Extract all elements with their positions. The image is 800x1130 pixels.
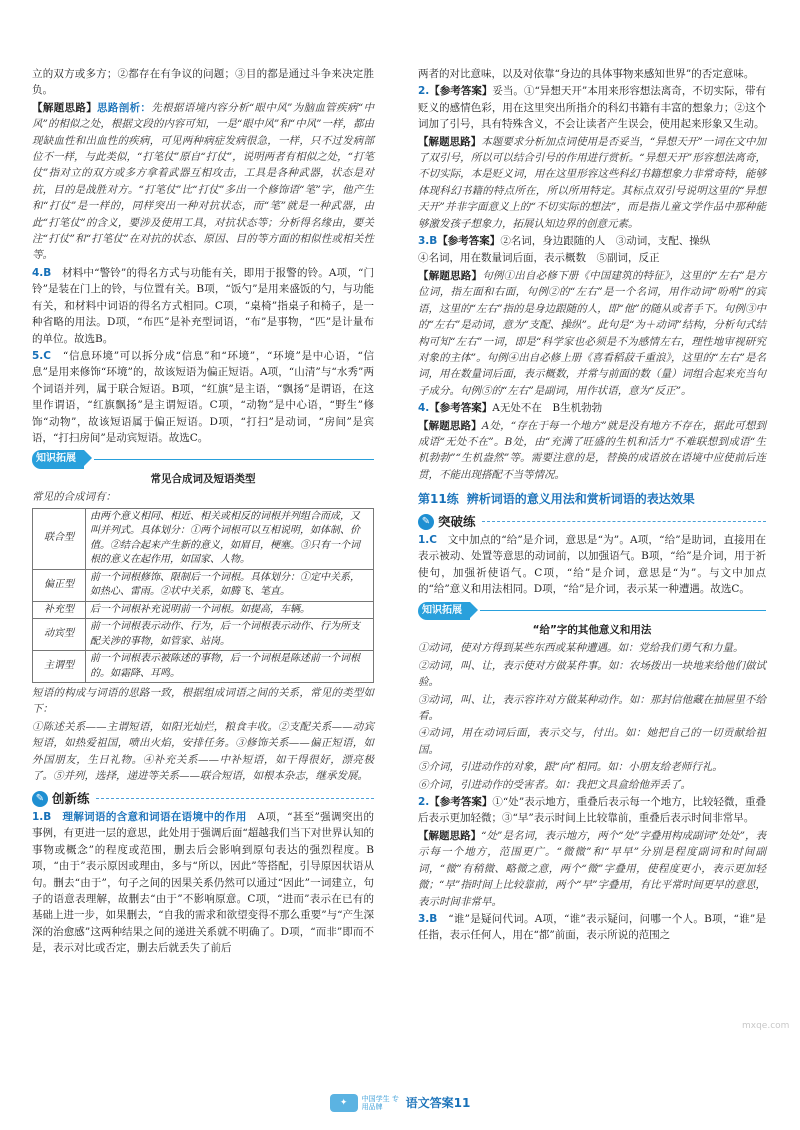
paragraph [32,100,374,264]
analysis-text: A处，“存在于每一个地方”就是没有地方不存在，据此可想到成语“无处不在”。B处，由“充满了旺盛的生机和活力”不难联想到成语“生机勃勃”“生机盎然”等。需要注意的是，替换的成语放在语境中应使前后连贯，不能出现搭配不当等情况。 [418,419,766,481]
watermark: mxqe.com [742,1021,790,1031]
right-column [418,66,766,945]
table-row [33,619,374,651]
table-row [33,569,374,601]
section-title: 突破练 [438,513,476,529]
box-text: ①陈述关系——主谓短语，如阳光灿烂，粮食丰收。②支配关系——动宾短语，如热爱祖国，喷出火焰，安排任务。③修饰关系——偏正短语，如外国朋友，生日礼物。④补充关系——中补短语，如干得很好，漂亮极了。⑤并列，选择，递进等关系——联合短语，如根本杂志，继承发展。 [32,720,374,783]
answer-text: 妥当。①“异想天开”本用来形容想法离奇，不切实际，带有贬义的感情色彩，用在这里突出所指介的科幻书籍有丰富的想象力；②这个词加了引号，具有特殊含义，不会让读者产生误会，使用起来形象又生动。 [418,85,766,131]
answer-number: 5.C [32,349,52,362]
box-intro: 常见的合成词有： [32,491,116,504]
answer-4 [418,400,766,416]
analysis [418,134,766,232]
table-cell-type: 动宾型 [33,619,86,651]
page-footer [0,1094,800,1112]
left-column [32,66,374,958]
task-label: 理解词语的含意和词语在语境中的作用 [62,810,247,823]
answer-3 [418,911,766,944]
answer-4 [32,265,374,347]
answer-3 [418,233,766,249]
answer-number: 4. [418,402,430,415]
answer-text: ④名词，用在数量词后面，表示概数 ⑤副词，反正 [418,252,660,265]
box-item: ①动词，使对方得到某些东西或某种遭遇。如：党给我们勇气和力量。 [418,642,744,655]
answer-text: 材料中“警铃”的得名方式与功能有关，即用于报警的铃。A项，“门铃”是装在门上的铃，与位置有关。B项，“饭勺”是用来盛饭的勺，与功能有关，和材料中词语的得名方式相同。C项，“桌椅”指桌子和椅子，是一种省略的用法。D项，“布匹”是补充型词语，“布”是事物，“匹”是计量布的单位。故选B。 [32,266,374,345]
footer-brand: 中国学生 专用品牌 [361,1095,399,1111]
section-header [32,791,374,807]
footer-page-label: 语文答案11 [405,1095,471,1110]
analysis-tag: 【解题思路】 [418,135,482,148]
table-row [33,651,374,683]
lesson-number: 第11练 [418,492,459,507]
brand-logo-icon: ✦ [330,1094,358,1112]
answer-5 [32,348,374,446]
table-cell-desc: 后一个词根补充说明前一个词根。如提高，车辆。 [86,601,374,619]
box-item: ④动词，用在动词后面，表示交与，付出。如：她把自己的一切贡献给祖国。 [418,727,766,756]
paragraph: 立的双方或多方；②都存在有争议的问题；③目的都是通过斗争来决定胜负。 [32,68,374,97]
box-item: ③动词，叫、让，表示容许对方做某种动作。如：那封信他藏在抽屉里不给看。 [418,693,766,723]
answer-text: ①“处”表示地方，重叠后表示每一个地方，比较轻微，重叠后表示更加轻微；③“早”表示时间上比较靠前，重叠后表示时间非常早。 [418,796,766,825]
answer-tag: 【参考答案】 [429,796,493,809]
box-title: 常见合成词及短语类型 [150,472,256,485]
lesson-title: 辨析词语的意义用法和赏析词语的表达效果 [466,492,695,507]
answer-text: 文中加点的“给”是介词，意思是“为”。A项，“给”是助词，直接用在表示被动、处置等意思的动词前，以加强语气。B项，“给”是介词，用于祈使句，加强祈使语气。C项，“给”是介词，意思是“为”。与文中加点的“给”意义和用法相同。D项，“给”是介词，表示某一种遭遇。故选C。 [418,533,767,596]
lesson-header [418,491,766,507]
table-cell-type: 偏正型 [33,569,86,601]
analysis-tag: 【解题思路】 [32,101,98,114]
analysis-tag: 【解题思路】 [418,419,482,432]
knowledge-extension-bar [418,602,766,620]
answer-text: “信息环境”可以拆分成“信息”和“环境”，“环境”是中心语，“信息”是用来修饰“环境”的，故该短语为偏正短语。A项，“山清”与“水秀”两个词语并列，属于联合短语。B项，“红旗”是主语，“飘扬”是谓语，在这里作谓语，“红旗飘扬”是主谓短语。C项，“动物”是中心语，“野生”修饰“动物”，故该短语属于偏正短语。D项，“打扫”是动词，“房间”是宾语，“打扫房间”是动宾短语。故选C。 [32,349,374,444]
analysis-text: 先根据语境内容分析“眼中风”为脑血管疾病“中风”的相似之处，根据文段的内容可知，一是“眼中风”和“中风”一样，都由现缺血性和出血性的疾病，可见两种病症发病很急，一样，只不过发病部位不一样，与此类似，“打笔仗”原自“打仗”，说明两者有相似之处，“打笔仗”指对立的双方或多方拿着武器互相攻击，工具是各种武器，状态是对抗，目的是战胜对方。“打笔仗”比“打仗”多出一个修饰语“笔”字，他产生和“打仗”是一样的，同样突出一种对抗状态，而“笔”就是一种武器，由此“打笔仗”的含义，要涉及使用工具，对抗状态等；分析得名缘由，要关注“打仗”和“打笔仗”在对抗的状态、原因、目的等方面的相似性或相关性等。 [32,101,374,262]
table-cell-desc: 前一个词根表示动作、行为，后一个词根表示动作、行为所支配关涉的事物，如管家、站岗。 [86,619,374,651]
section-title: 创新练 [52,790,90,806]
answer-number: 1.C [418,533,438,546]
table-cell-desc: 前一个词根修饰、限制后一个词根。具体划分：①定中关系，如热心、雷雨。②状中关系，如腾飞、笔直。 [86,569,374,601]
analysis-text: 句例①出自必修下册《中国建筑的特征》，这里的“左右”是方位词，指左面和右面，句例②的“左右”是一个名词，用作动词“吩咐”的宾语，这里的“左右”指的是身边跟随的人，即“他”的随从或者手下。句例③中的“左右”是动词，意为“支配、操纵”。此句是“为＋动词”结构，分析句式结构可知“左右”一词，即是“科学家也必须是不为感情左右，理性地审视研究对象的主体”。句例④出自必修上册《喜看稻菽千重浪》，这里的“左右”是名词，用在数量词后面，表示概数，并常与前面的数（量）词组合起来充当句子成分。句例⑤的“左右”是副词，用作状语，意为“反正”。 [418,269,766,397]
box-item: ⑥介词，引进动作的受害者。如：我把文具盒给他弄丢了。 [418,778,691,791]
knowledge-extension-label: 知识拓展 [32,450,84,468]
answer-tag: 【参考答案】 [429,85,493,98]
table-row [33,601,374,619]
answer-number: 3.B [418,235,438,248]
table-cell-desc: 由两个意义相同、相近、相关或相反的词根并列组合而成，又叫并列式。具体划分：①两个词根可以互相说明，如体制、价值。②结合起来产生新的意义，如眉目，梗塞。③只有一个词根的意义在起作用，如国家、人物。 [86,508,374,569]
word-type-table [32,508,374,684]
analysis-text: 本题要求分析加点词使用是否妥当，“异想天开”一词在文中加了双引号，所以可以结合引号的作用进行赏析。“异想天开”形容想法离奇，不切实际，本是贬义词，用在这里形容这些科幻书籍想象力非常奇特，能够体现科幻书籍的特点所在，所以所用特定。其标点双引号说明这里的“异想天开”并非字面意义上的“不切实际的想法”，而是指儿童文学作品中那种能够激发孩子想象力，拓展认知边界的创意元素。 [418,135,766,230]
answer-number: 2. [418,85,430,98]
analysis [418,268,766,399]
answer-text: A无处不在 B生机勃勃 [492,402,603,415]
section-icon: ✎ [32,791,48,807]
answer-2 [418,794,766,827]
table-row [33,508,374,569]
answer-text: A项，“甚至”强调突出的事例，有更进一层的意思，此处用于强调后面“超越我们当下对世界认知的事物或概念”的程度或范围，删去后会影响到原句表达的强烈程度。B项，“由于”表示原因或理由，多与“所以，因此”等搭配，引导原因状语从句。删去“由于”，句子之间的因果关系仍然可以通过“因此”一词建立，句子的语意表理解，故删去“由于”不影响原意。C项，“进而”表示在已有的基础上进一步，如果删去，“自我的需求和欲望变得不那么重要”与“产生深深的治愈感”这两种结果之间的递进关系就不明确了。D项，“而非”即而不是，表示对比或否定，删去后就丢失了前后 [32,810,375,955]
box-text: 短语的构成与词语的思路一致，根据组成词语之间的关系，常见的类型如下： [32,687,374,716]
answer-tag: 【参考答案】 [429,402,493,415]
box-item: ⑤介词，引进动作的对象，跟“向”相同。如：小朋友给老师行礼。 [418,761,723,774]
table-cell-type: 主谓型 [33,651,86,683]
answer-1 [32,809,374,957]
answer-number: 3.B [418,912,438,925]
analysis-tag: 【解题思路】 [418,829,482,842]
paragraph: 两者的对比意味，以及对依靠“身边的具体事物来感知世界”的否定意味。 [418,68,755,80]
analysis-text: “处”是名词，表示地方，两个“处”字叠用构成副词“处处”，表示每一个地方，范围更广。“微微”和“早早”分别是程度副词和时间副词，“微”有稍微、略微之意，两个“微”字叠用，使程度更小，表示更加轻微；“早”指时间上比较靠前，两个“早”字叠用，有比平常时间更早的意思，表示时间非常早。 [418,829,766,908]
knowledge-extension-label: 知识拓展 [418,602,470,620]
section-header [418,514,766,530]
table-cell-type: 补充型 [33,601,86,619]
answer-1 [418,532,766,598]
section-icon: ✎ [418,514,434,530]
table-cell-type: 联合型 [33,508,86,569]
box-item: ②动词，叫、让，表示使对方做某件事。如：农场拨出一块地来给他们做试验。 [418,659,766,689]
analysis [418,828,766,910]
answer-number: 4.B [32,266,52,279]
answer-text: ②名词，身边跟随的人 ③动词，支配、操纵 [500,235,711,248]
answer-tag: 【参考答案】 [437,235,501,248]
answer-number: 1.B [32,810,52,823]
table-cell-desc: 前一个词根表示被陈述的事物，后一个词根是陈述前一个词根的。如霜降、耳鸣。 [86,651,374,683]
answer-text: “谁”是疑问代词。A项，“谁”表示疑问，问哪一个人。B项，“谁”是任指，表示任何人，用在“都”前面，表示所说的范围之 [418,912,766,942]
box-title: “给”字的其他意义和用法 [532,624,652,636]
answer-number: 2. [418,796,430,809]
analysis [418,418,766,484]
analysis-tag: 【解题思路】 [418,269,483,282]
knowledge-extension-bar [32,450,374,468]
answer-2 [418,83,766,132]
analysis-subtag: 思路剖析： [97,101,152,114]
